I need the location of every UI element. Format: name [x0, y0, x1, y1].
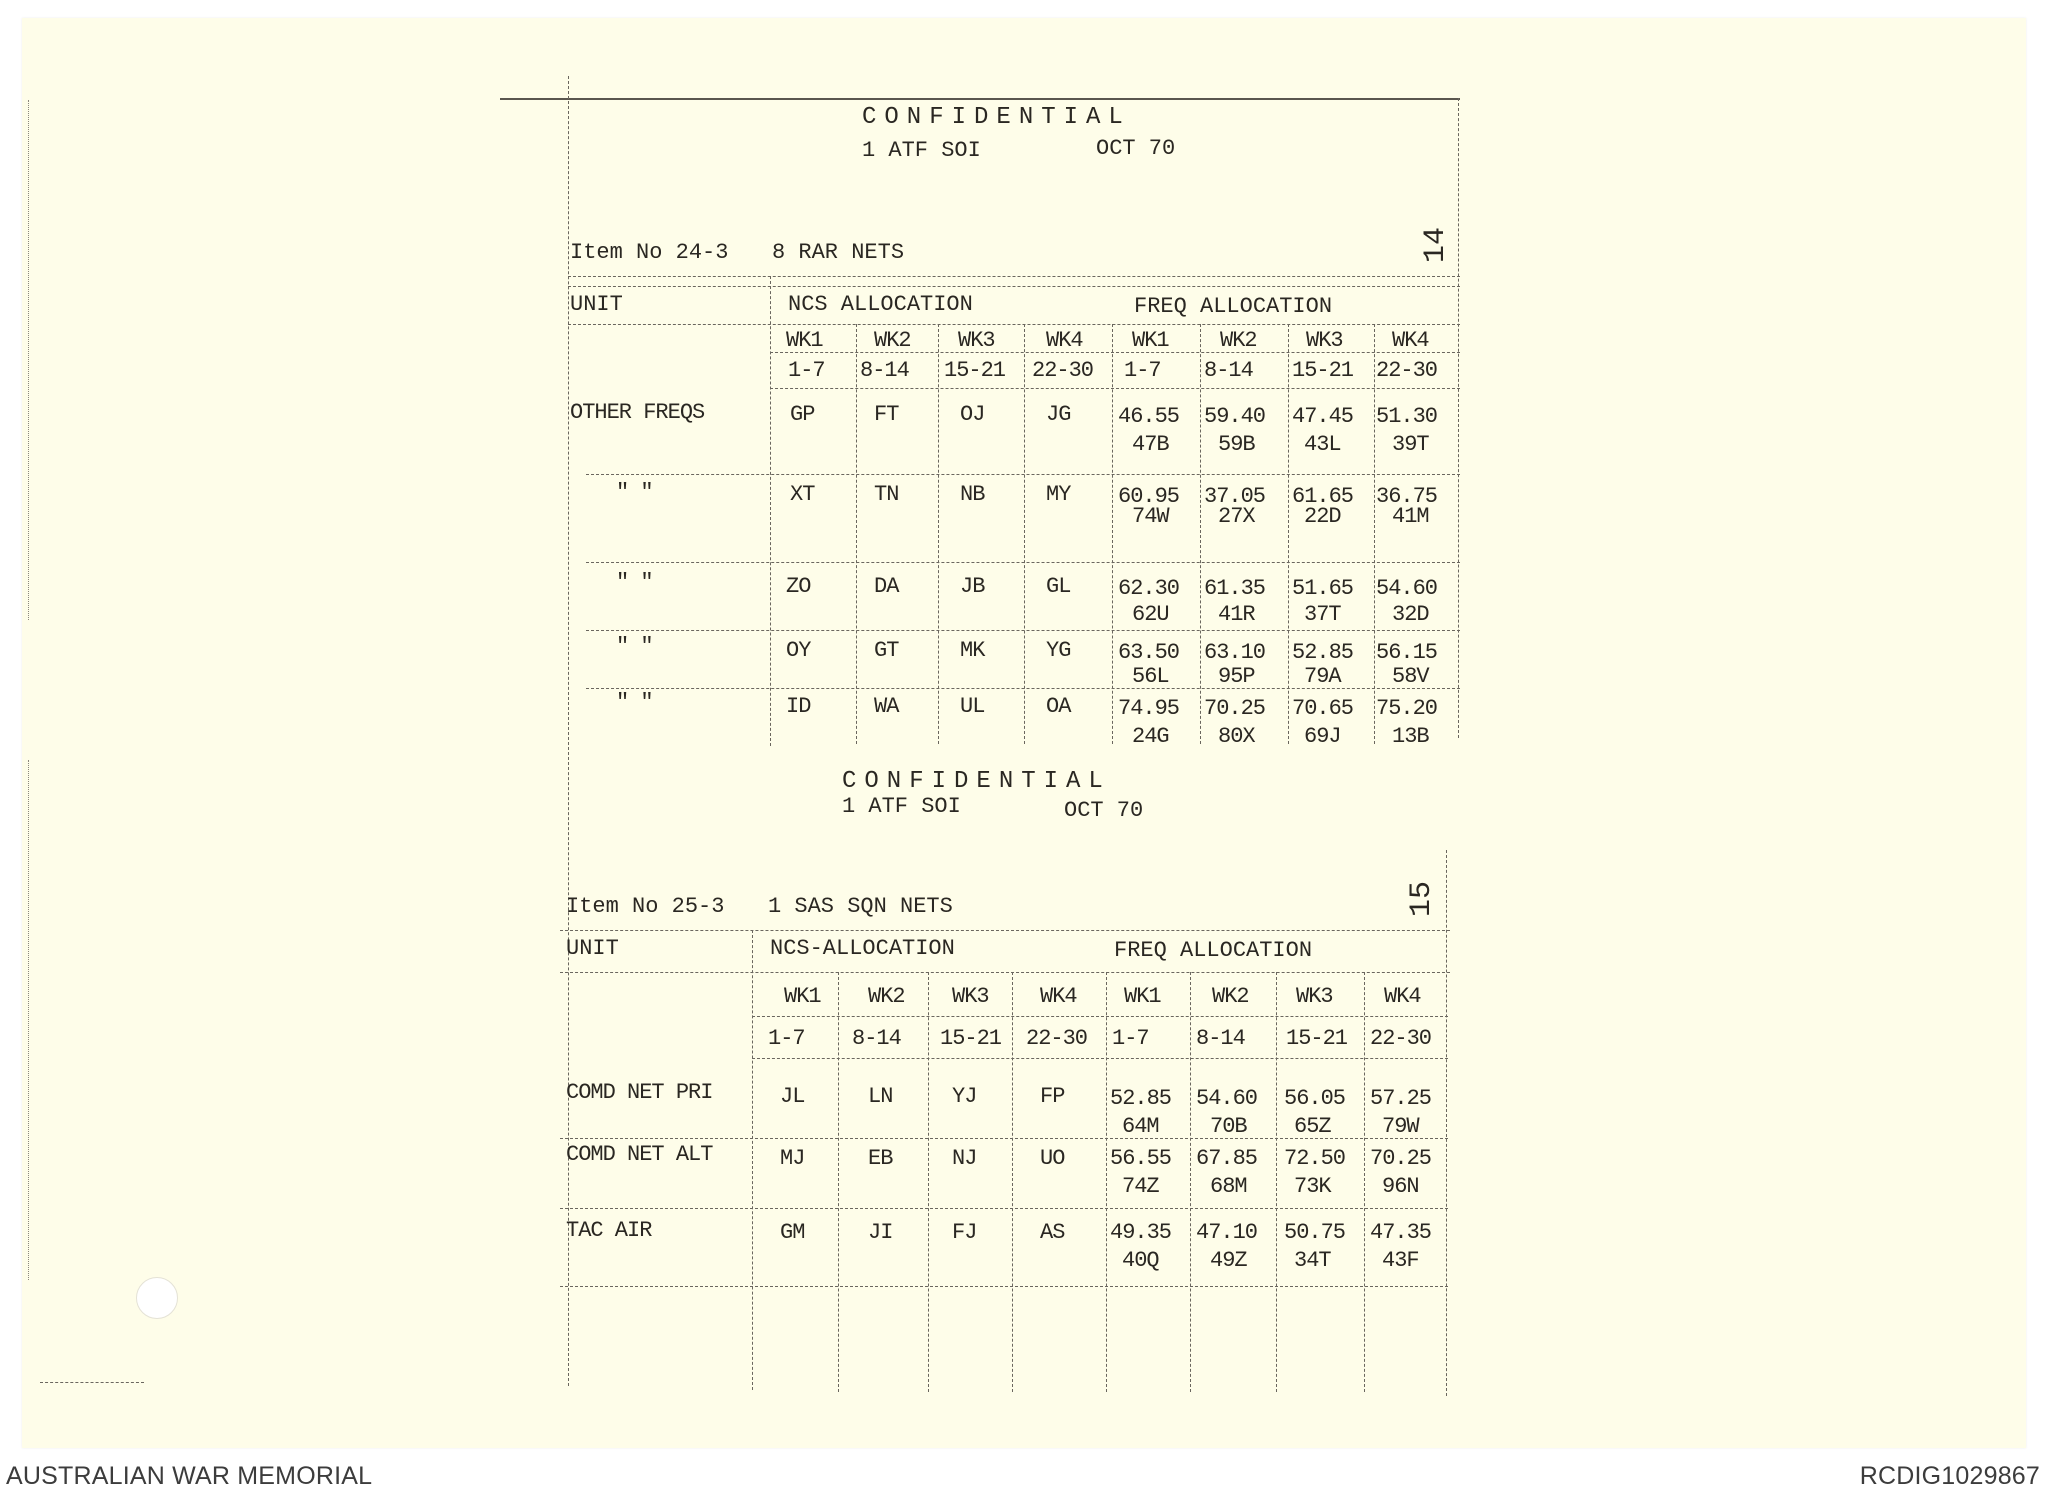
- page-number-mark: 15: [1405, 880, 1440, 918]
- doc-date-top: OCT 70: [1096, 136, 1176, 161]
- col-divider: [770, 276, 771, 746]
- range-header: 8-14: [1196, 1026, 1245, 1051]
- freq-code: 68M: [1210, 1174, 1247, 1199]
- range-header: 8-14: [852, 1026, 901, 1051]
- col-divider: [1288, 324, 1289, 744]
- freq-cell: 72.50: [1284, 1146, 1346, 1171]
- freq-code: 37T: [1304, 602, 1341, 627]
- col-divider: [1374, 324, 1375, 744]
- archive-name: AUSTRALIAN WAR MEMORIAL: [6, 1462, 373, 1490]
- range-header: 22-30: [1370, 1026, 1432, 1051]
- item-number: Item No 25-3: [566, 894, 725, 919]
- row-unit: " ": [616, 570, 653, 595]
- margin-rule: [40, 1382, 144, 1383]
- freq-cell: 75.20: [1376, 696, 1438, 721]
- freq-code: 43L: [1304, 432, 1341, 457]
- freq-code: 69J: [1304, 724, 1341, 749]
- freq-cell: 49.35: [1110, 1220, 1172, 1245]
- freq-cell: 54.60: [1376, 576, 1438, 601]
- freq-code: 62U: [1132, 602, 1169, 627]
- ncs-cell: ID: [786, 694, 811, 719]
- week-header: WK4: [1384, 984, 1421, 1009]
- col-header-ncs: NCS ALLOCATION: [788, 292, 973, 317]
- week-header: WK1: [784, 984, 821, 1009]
- freq-code: 40Q: [1122, 1248, 1159, 1273]
- table-rule: [586, 630, 1460, 631]
- doc-title-mid: 1 ATF SOI: [842, 794, 961, 819]
- ncs-cell: JI: [868, 1220, 893, 1245]
- freq-code: 59B: [1218, 432, 1255, 457]
- right-margin-line: [1458, 98, 1459, 738]
- freq-code: 27X: [1218, 504, 1255, 529]
- freq-code: 74W: [1132, 504, 1169, 529]
- week-header: WK2: [868, 984, 905, 1009]
- week-header: WK1: [786, 328, 823, 353]
- week-header: WK3: [958, 328, 995, 353]
- table-rule: [560, 972, 1450, 973]
- col-divider: [938, 324, 939, 744]
- range-header: 15-21: [1292, 358, 1354, 383]
- freq-code: 96N: [1382, 1174, 1419, 1199]
- freq-cell: 57.25: [1370, 1086, 1432, 1111]
- ncs-cell: UO: [1040, 1146, 1065, 1171]
- classification-mid: CONFIDENTIAL: [842, 768, 1111, 795]
- col-divider: [1364, 972, 1365, 1392]
- freq-code: 79W: [1382, 1114, 1419, 1139]
- ncs-cell: DA: [874, 574, 899, 599]
- ncs-cell: MJ: [780, 1146, 805, 1171]
- freq-cell: 36.75: [1376, 484, 1438, 509]
- archive-footer: [0, 1462, 2048, 1496]
- freq-cell: 63.10: [1204, 640, 1266, 665]
- archive-id: RCDIG1029867: [1859, 1462, 2040, 1490]
- freq-cell: 56.55: [1110, 1146, 1172, 1171]
- ncs-cell: LN: [868, 1084, 893, 1109]
- table-rule: [560, 1286, 1448, 1287]
- freq-cell: 47.10: [1196, 1220, 1258, 1245]
- col-header-unit: UNIT: [570, 292, 623, 317]
- table-rule: [752, 1058, 1448, 1059]
- week-header: WK3: [952, 984, 989, 1009]
- freq-cell: 51.30: [1376, 404, 1438, 429]
- freq-cell: 63.50: [1118, 640, 1180, 665]
- row-unit: " ": [616, 480, 653, 505]
- ncs-cell: XT: [790, 482, 815, 507]
- week-header: WK3: [1306, 328, 1343, 353]
- ncs-cell: WA: [874, 694, 899, 719]
- freq-code: 65Z: [1294, 1114, 1331, 1139]
- right-margin-line: [1446, 850, 1447, 1396]
- margin-marks: [28, 760, 29, 1280]
- freq-code: 34T: [1294, 1248, 1331, 1273]
- range-header: 22-30: [1026, 1026, 1088, 1051]
- doc-title-top: 1 ATF SOI: [862, 138, 981, 163]
- table-rule: [560, 1208, 1448, 1209]
- freq-code: 47B: [1132, 432, 1169, 457]
- col-divider: [1024, 324, 1025, 744]
- range-header: 22-30: [1376, 358, 1438, 383]
- ncs-cell: FJ: [952, 1220, 977, 1245]
- col-divider: [928, 972, 929, 1392]
- freq-code: 70B: [1210, 1114, 1247, 1139]
- margin-marks: [28, 100, 29, 620]
- ncs-cell: GT: [874, 638, 899, 663]
- table-rule: [560, 930, 1450, 931]
- freq-code: 32D: [1392, 602, 1429, 627]
- ncs-cell: NJ: [952, 1146, 977, 1171]
- freq-cell: 54.60: [1196, 1086, 1258, 1111]
- week-header: WK4: [1040, 984, 1077, 1009]
- table-rule: [770, 352, 1460, 353]
- range-header: 15-21: [944, 358, 1006, 383]
- freq-cell: 47.45: [1292, 404, 1354, 429]
- freq-cell: 70.25: [1204, 696, 1266, 721]
- range-header: 1-7: [768, 1026, 805, 1051]
- col-header-freq: FREQ ALLOCATION: [1114, 938, 1313, 963]
- ncs-cell: OY: [786, 638, 811, 663]
- table-rule: [568, 276, 1460, 277]
- freq-code: 22D: [1304, 504, 1341, 529]
- row-unit: COMD NET ALT: [566, 1142, 713, 1167]
- ncs-cell: GM: [780, 1220, 805, 1245]
- range-header: 15-21: [940, 1026, 1002, 1051]
- table-rule: [586, 474, 1460, 475]
- freq-code: 56L: [1132, 664, 1169, 689]
- table-rule: [568, 324, 1460, 325]
- ncs-cell: UL: [960, 694, 985, 719]
- freq-cell: 61.65: [1292, 484, 1354, 509]
- freq-cell: 67.85: [1196, 1146, 1258, 1171]
- range-header: 8-14: [860, 358, 909, 383]
- col-header-freq: FREQ ALLOCATION: [1134, 294, 1333, 319]
- col-header-unit: UNIT: [566, 936, 619, 961]
- col-divider: [1012, 972, 1013, 1392]
- row-unit: TAC AIR: [566, 1218, 652, 1243]
- punch-hole: [136, 1277, 178, 1319]
- col-divider: [1200, 324, 1201, 744]
- classification-top: CONFIDENTIAL: [862, 104, 1131, 131]
- range-header: 8-14: [1204, 358, 1253, 383]
- table-rule: [560, 1138, 1448, 1139]
- table-rule: [586, 688, 1460, 689]
- week-header: WK2: [1212, 984, 1249, 1009]
- freq-cell: 70.25: [1370, 1146, 1432, 1171]
- freq-cell: 52.85: [1110, 1086, 1172, 1111]
- freq-cell: 60.95: [1118, 484, 1180, 509]
- freq-cell: 70.65: [1292, 696, 1354, 721]
- freq-cell: 59.40: [1204, 404, 1266, 429]
- ncs-cell: TN: [874, 482, 899, 507]
- freq-code: 74Z: [1122, 1174, 1159, 1199]
- week-header: WK1: [1132, 328, 1169, 353]
- freq-code: 41R: [1218, 602, 1255, 627]
- ncs-cell: AS: [1040, 1220, 1065, 1245]
- col-divider: [1190, 972, 1191, 1392]
- week-header: WK3: [1296, 984, 1333, 1009]
- freq-cell: 46.55: [1118, 404, 1180, 429]
- ncs-cell: NB: [960, 482, 985, 507]
- week-header: WK4: [1392, 328, 1429, 353]
- freq-code: 64M: [1122, 1114, 1159, 1139]
- freq-code: 13B: [1392, 724, 1429, 749]
- col-divider: [838, 972, 839, 1392]
- ncs-cell: OJ: [960, 402, 985, 427]
- freq-cell: 52.85: [1292, 640, 1354, 665]
- ncs-cell: FP: [1040, 1084, 1065, 1109]
- ncs-cell: JG: [1046, 402, 1071, 427]
- freq-code: 79A: [1304, 664, 1341, 689]
- ncs-cell: YJ: [952, 1084, 977, 1109]
- row-unit: " ": [616, 690, 653, 715]
- range-header: 1-7: [1112, 1026, 1149, 1051]
- freq-code: 58V: [1392, 664, 1429, 689]
- range-header: 1-7: [788, 358, 825, 383]
- item-title: 8 RAR NETS: [772, 240, 905, 265]
- freq-cell: 50.75: [1284, 1220, 1346, 1245]
- range-header: 1-7: [1124, 358, 1161, 383]
- left-margin-line: [568, 76, 569, 1386]
- freq-cell: 56.05: [1284, 1086, 1346, 1111]
- ncs-cell: EB: [868, 1146, 893, 1171]
- col-divider: [1276, 972, 1277, 1392]
- freq-code: 95P: [1218, 664, 1255, 689]
- week-header: WK4: [1046, 328, 1083, 353]
- col-divider: [1106, 972, 1107, 1392]
- row-unit: OTHER FREQS: [570, 400, 705, 425]
- freq-cell: 61.35: [1204, 576, 1266, 601]
- ncs-cell: FT: [874, 402, 899, 427]
- freq-cell: 47.35: [1370, 1220, 1432, 1245]
- row-unit: " ": [616, 634, 653, 659]
- ncs-cell: JB: [960, 574, 985, 599]
- row-unit: COMD NET PRI: [566, 1080, 713, 1105]
- top-rule: [500, 98, 1460, 100]
- table-rule: [752, 1016, 1448, 1017]
- ncs-cell: JL: [780, 1084, 805, 1109]
- range-header: 22-30: [1032, 358, 1094, 383]
- table-rule: [770, 388, 1460, 389]
- freq-code: 80X: [1218, 724, 1255, 749]
- freq-code: 39T: [1392, 432, 1429, 457]
- freq-cell: 56.15: [1376, 640, 1438, 665]
- table-rule: [568, 286, 1460, 287]
- freq-code: 43F: [1382, 1248, 1419, 1273]
- range-header: 15-21: [1286, 1026, 1348, 1051]
- col-divider: [752, 930, 753, 1390]
- ncs-cell: ZO: [786, 574, 811, 599]
- freq-cell: 62.30: [1118, 576, 1180, 601]
- page-number-mark: 14: [1419, 226, 1454, 264]
- freq-code: 24G: [1132, 724, 1169, 749]
- ncs-cell: MY: [1046, 482, 1071, 507]
- ncs-cell: MK: [960, 638, 985, 663]
- freq-code: 73K: [1294, 1174, 1331, 1199]
- ncs-cell: GP: [790, 402, 815, 427]
- freq-cell: 74.95: [1118, 696, 1180, 721]
- freq-code: 49Z: [1210, 1248, 1247, 1273]
- doc-date-mid: OCT 70: [1064, 798, 1144, 823]
- table-rule: [586, 562, 1460, 563]
- freq-cell: 51.65: [1292, 576, 1354, 601]
- ncs-cell: YG: [1046, 638, 1071, 663]
- week-header: WK2: [1220, 328, 1257, 353]
- ncs-cell: OA: [1046, 694, 1071, 719]
- col-divider: [1112, 324, 1113, 744]
- item-title: 1 SAS SQN NETS: [768, 894, 953, 919]
- col-header-ncs: NCS-ALLOCATION: [770, 936, 955, 961]
- week-header: WK2: [874, 328, 911, 353]
- freq-cell: 37.05: [1204, 484, 1266, 509]
- item-number: Item No 24-3: [570, 240, 729, 265]
- col-divider: [856, 324, 857, 744]
- week-header: WK1: [1124, 984, 1161, 1009]
- ncs-cell: GL: [1046, 574, 1071, 599]
- freq-code: 41M: [1392, 504, 1429, 529]
